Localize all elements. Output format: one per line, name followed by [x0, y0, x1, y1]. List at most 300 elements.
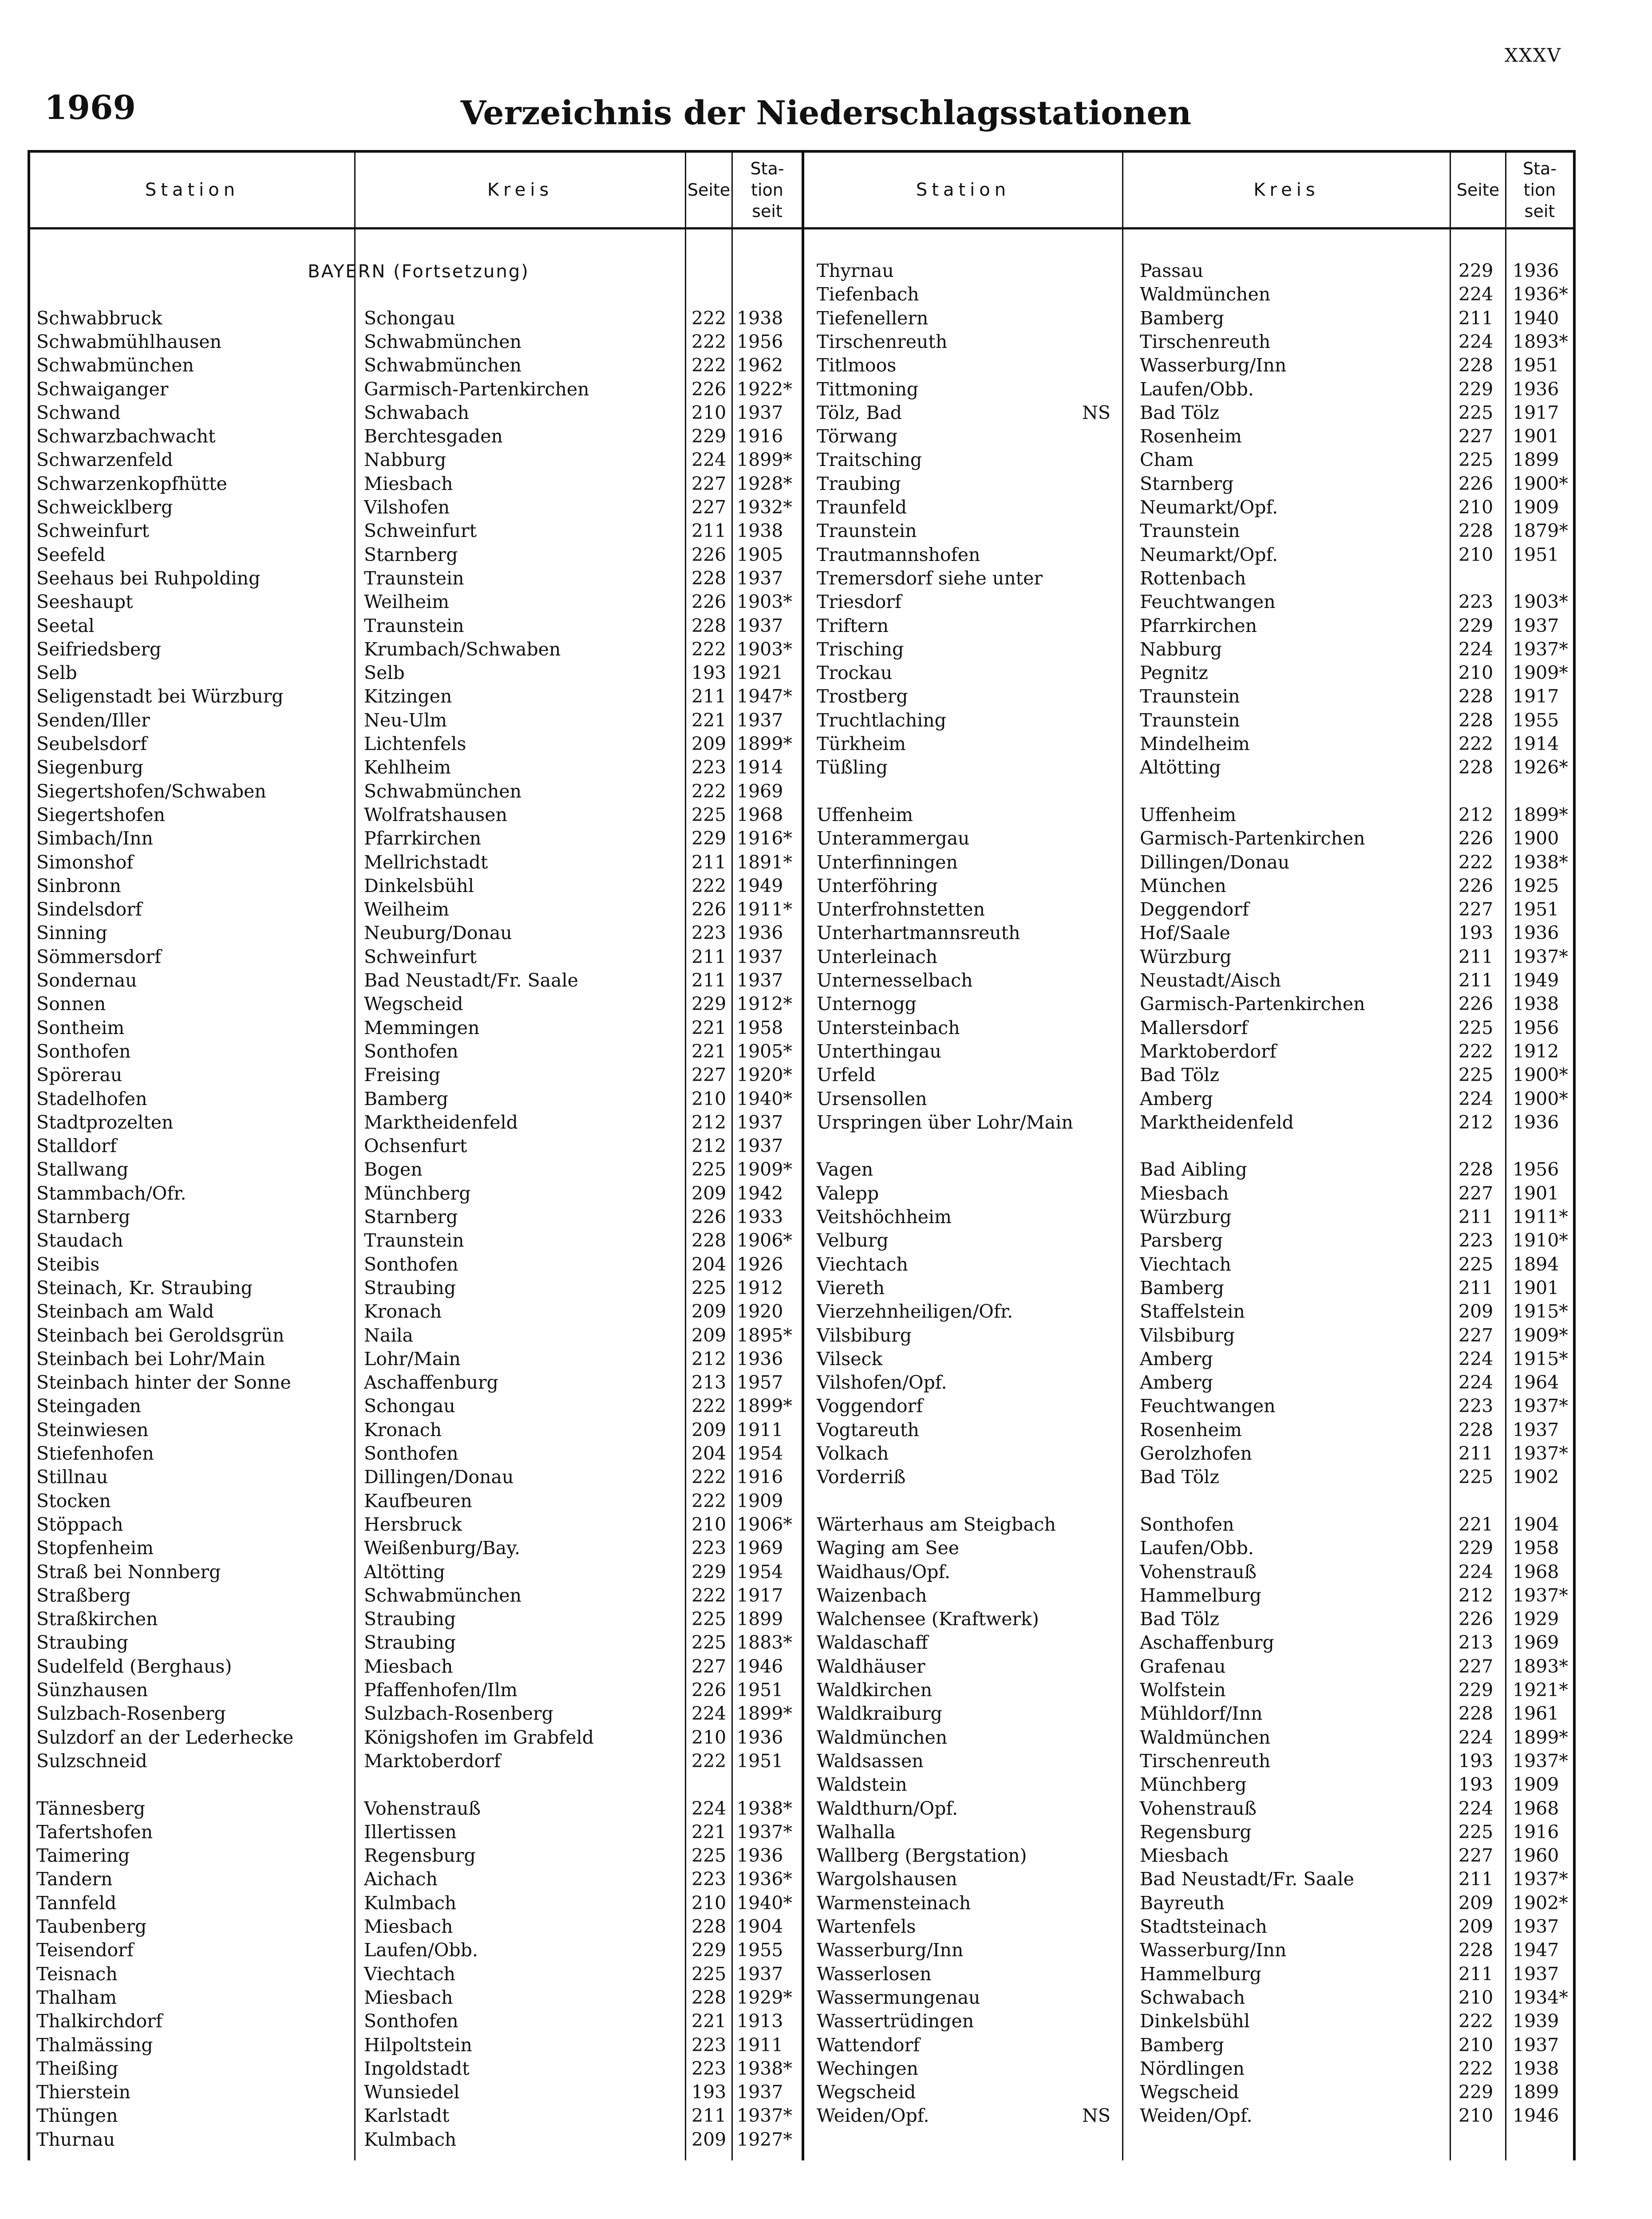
page-ref: 210	[1458, 2105, 1494, 2127]
kreis-name: Dinkelsbühl	[364, 875, 474, 896]
year-label: 1969	[44, 89, 136, 127]
station-name: Tremersdorf siehe unter	[817, 567, 1043, 589]
page-ref: 225	[692, 1632, 727, 1654]
station-name: Unterfrohnstetten	[817, 899, 985, 920]
table-row	[30, 1300, 1575, 1323]
table-row	[30, 1655, 1575, 1678]
station-since: 1940*	[737, 1892, 792, 1914]
page-ref: 224	[1458, 1372, 1494, 1394]
kreis-name: Nördlingen	[1140, 2057, 1245, 2079]
page-ref: 225	[1458, 1253, 1494, 1275]
kreis-name: Hilpoltstein	[364, 2034, 472, 2056]
station-name: Stallwang	[36, 1159, 129, 1181]
page-ref: 209	[692, 1324, 727, 1346]
station-name: Stadelhofen	[36, 1088, 147, 1110]
station-since: 1909	[737, 1490, 783, 1512]
station-name: Stöppach	[36, 1513, 123, 1535]
page-ref: 222	[692, 780, 727, 802]
station-since: 1899	[1513, 449, 1559, 471]
page-ref: 224	[1458, 284, 1494, 305]
table-row	[30, 496, 1575, 519]
page-ref: 193	[1458, 1774, 1494, 1796]
station-since: 1917	[1513, 686, 1559, 707]
page-ref: 209	[1458, 1301, 1494, 1323]
station-name: Schwarzbachwacht	[36, 426, 216, 447]
station-since: 1936	[737, 922, 783, 944]
station-name: Thalmässing	[36, 2034, 153, 2056]
station-since: 1913	[737, 2010, 783, 2032]
kreis-name: Traunstein	[1140, 709, 1240, 731]
station-since: 1937	[737, 2081, 783, 2103]
kreis-name: Altötting	[1140, 757, 1221, 778]
station-name: Unterfinningen	[817, 851, 958, 873]
station-name: Sinning	[36, 922, 107, 944]
kreis-name: Neumarkt/Opf.	[1140, 544, 1278, 565]
kreis-name: Freising	[364, 1064, 441, 1086]
station-name: Staudach	[36, 1230, 123, 1252]
station-name: Thalkirchdorf	[36, 2010, 162, 2032]
table-row	[30, 1040, 1575, 1063]
page-ref: 212	[692, 1111, 727, 1133]
station-since: 1958	[1513, 1537, 1559, 1559]
station-since: 1914	[1513, 733, 1559, 754]
station-since: 1905	[737, 544, 783, 565]
page-ref: 224	[692, 1797, 727, 1819]
station-since: 1938*	[1513, 851, 1568, 873]
kreis-name: Kulmbach	[364, 1892, 457, 1914]
kreis-name: Marktheidenfeld	[1140, 1111, 1294, 1133]
header-station: Station	[916, 180, 1011, 200]
table-row	[30, 1063, 1575, 1087]
station-since: 1936	[1513, 260, 1559, 281]
page-ref: 225	[1458, 1017, 1494, 1038]
station-since: 1916*	[737, 828, 792, 849]
page-ref: 225	[692, 1608, 727, 1630]
station-since: 1915*	[1513, 1301, 1568, 1323]
table-row	[30, 851, 1575, 874]
page-ref: 227	[692, 1064, 727, 1086]
station-name: Trisching	[817, 638, 904, 660]
page-ref: 226	[692, 1206, 727, 1228]
table-row	[30, 732, 1575, 756]
page-ref: 209	[692, 1419, 727, 1441]
station-note: NS	[1082, 402, 1111, 423]
kreis-name: Regensburg	[364, 1845, 476, 1867]
page-ref: 222	[1458, 2057, 1494, 2079]
table-row	[30, 354, 1575, 377]
kreis-name: Garmisch-Partenkirchen	[364, 378, 589, 400]
station-since: 1937	[737, 615, 783, 636]
station-since: 1929	[1513, 1608, 1559, 1630]
page-ref: 225	[1458, 1821, 1494, 1843]
page-ref: 225	[692, 1277, 727, 1299]
table-row	[30, 259, 1575, 283]
kreis-name: Deggendorf	[1140, 899, 1249, 920]
station-name: Sindelsdorf	[36, 899, 142, 920]
page-ref: 227	[1458, 426, 1494, 447]
header-kreis: Kreis	[1253, 180, 1320, 200]
kreis-name: Vilsbiburg	[1140, 1324, 1235, 1346]
station-since: 1912*	[737, 993, 792, 1015]
table-row	[30, 307, 1575, 330]
page-ref: 225	[1458, 1064, 1494, 1086]
page-ref: 222	[1458, 733, 1494, 754]
station-name: Viechtach	[817, 1253, 908, 1275]
kreis-name: Lichtenfels	[364, 733, 466, 754]
station-since: 1899*	[737, 449, 792, 471]
page-ref: 210	[1458, 2034, 1494, 2056]
kreis-name: Sonthofen	[364, 1253, 458, 1275]
table-row	[30, 472, 1575, 496]
station-name: Tännesberg	[36, 1797, 146, 1819]
kreis-name: Schongau	[364, 1395, 455, 1417]
page-ref: 210	[692, 1088, 727, 1110]
page-ref: 229	[692, 1561, 727, 1583]
station-name: Seehaus bei Ruhpolding	[36, 567, 261, 589]
station-since: 1937	[1513, 1963, 1559, 1985]
table-row	[30, 1229, 1575, 1252]
station-name: Wegscheid	[817, 2081, 916, 2103]
station-since: 1946	[737, 1655, 783, 1677]
table-row	[30, 2104, 1575, 2128]
station-name: Wallberg (Bergstation)	[817, 1845, 1027, 1867]
station-since: 1937*	[1513, 1584, 1568, 1606]
kreis-name: Sonthofen	[364, 2010, 458, 2032]
station-since: 1956	[1513, 1159, 1559, 1181]
kreis-name: Krumbach/Schwaben	[364, 638, 561, 660]
kreis-name: Schwabach	[364, 402, 470, 423]
page-ref: 228	[692, 1986, 727, 2008]
station-since: 1936*	[1513, 284, 1568, 305]
page-ref: 209	[1458, 1916, 1494, 1937]
kreis-name: Nabburg	[1140, 638, 1222, 660]
kreis-name: Memmingen	[364, 1017, 480, 1038]
page-ref: 228	[692, 615, 727, 636]
header-station-seit: Sta- tion seit	[1522, 159, 1557, 221]
table-row	[30, 448, 1575, 472]
kreis-name: Laufen/Obb.	[1140, 1537, 1254, 1559]
kreis-name: Vohenstrauß	[364, 1797, 481, 1819]
page-ref: 227	[692, 497, 727, 518]
station-since: 1926*	[1513, 757, 1568, 778]
station-since: 1969	[737, 780, 783, 802]
station-name: Wärterhaus am Steigbach	[817, 1513, 1056, 1535]
station-name: Vorderriß	[817, 1466, 906, 1488]
station-name: Seubelsdorf	[36, 733, 147, 754]
table-row	[30, 1347, 1575, 1371]
page-ref: 226	[1458, 473, 1494, 494]
station-since: 1938*	[737, 2057, 792, 2079]
table-row	[30, 1844, 1575, 1868]
station-since: 1937	[737, 402, 783, 423]
table-row	[30, 614, 1575, 638]
kreis-name: Dillingen/Donau	[1140, 851, 1290, 873]
station-name: Unternesselbach	[817, 970, 973, 991]
station-since: 1920*	[737, 1064, 792, 1086]
station-name: Unternogg	[817, 993, 917, 1015]
station-since: 1938	[737, 307, 783, 329]
station-since: 1951	[737, 1679, 783, 1701]
station-name: Tiefenbach	[817, 284, 919, 305]
kreis-name: Wolfratshausen	[364, 804, 507, 825]
station-since: 1883*	[737, 1632, 792, 1654]
table-row	[30, 1631, 1575, 1654]
station-name: Taimering	[36, 1845, 130, 1867]
station-since: 1899*	[1513, 1726, 1568, 1748]
station-name: Seefeld	[36, 544, 106, 565]
station-name: Waldkraiburg	[817, 1703, 942, 1725]
kreis-name: Weiden/Opf.	[1140, 2105, 1253, 2127]
kreis-name: Selb	[364, 662, 405, 684]
page-ref: 211	[1458, 946, 1494, 967]
table-row	[30, 945, 1575, 969]
table-row	[30, 1962, 1575, 1986]
station-since: 1903*	[1513, 591, 1568, 613]
header-rule	[30, 227, 1573, 229]
station-since: 1938	[1513, 2057, 1559, 2079]
kreis-name: Bad Neustadt/Fr. Saale	[1140, 1868, 1354, 1890]
table-row	[30, 1111, 1575, 1134]
station-name: Trostberg	[817, 686, 908, 707]
table-row	[30, 1584, 1575, 1607]
kreis-name: Miesbach	[364, 1655, 453, 1677]
table-row	[30, 874, 1575, 898]
kreis-name: Lohr/Main	[364, 1348, 461, 1370]
page-ref: 204	[692, 1253, 727, 1275]
kreis-name: Schwabmünchen	[364, 355, 522, 376]
kreis-name: Wasserburg/Inn	[1140, 355, 1287, 376]
station-name: Untersteinbach	[817, 1017, 960, 1038]
kreis-name: Grafenau	[1140, 1655, 1226, 1677]
header-seite: Seite	[1456, 180, 1500, 200]
table-row	[30, 898, 1575, 921]
kreis-name: Dillingen/Donau	[364, 1466, 514, 1488]
table-row	[30, 992, 1575, 1016]
station-name: Warmensteinach	[817, 1892, 971, 1914]
station-name: Simonshof	[36, 851, 134, 873]
station-since: 1900*	[1513, 1088, 1568, 1110]
station-since: 1911	[737, 2034, 783, 2056]
station-since: 1937	[1513, 1916, 1559, 1937]
station-since: 1920	[737, 1301, 783, 1323]
page-ref: 222	[1458, 851, 1494, 873]
kreis-name: Feuchtwangen	[1140, 591, 1276, 613]
station-since: 1937	[737, 970, 783, 991]
kreis-name: Bayreuth	[1140, 1892, 1225, 1914]
page-ref: 228	[1458, 709, 1494, 731]
kreis-name: Straubing	[364, 1632, 456, 1654]
page-ref: 211	[1458, 1277, 1494, 1299]
station-since: 1936	[1513, 1111, 1559, 1133]
station-since: 1936*	[737, 1868, 792, 1890]
page-number: XXXV	[1505, 44, 1562, 66]
kreis-name: Bamberg	[364, 1088, 448, 1110]
page-ref: 228	[692, 1916, 727, 1937]
kreis-name: Kronach	[364, 1301, 442, 1323]
page-ref: 210	[692, 1892, 727, 1914]
page-ref: 210	[692, 1726, 727, 1748]
station-since: 1937*	[1513, 638, 1568, 660]
kreis-name: Weilheim	[364, 899, 449, 920]
station-name: Seligenstadt bei Würzburg	[36, 686, 284, 707]
station-name: Valepp	[817, 1182, 879, 1204]
header-station-seit: Sta- tion seit	[750, 159, 784, 221]
table-row	[30, 1820, 1575, 1844]
page-ref: 212	[692, 1135, 727, 1157]
kreis-name: Marktoberdorf	[1140, 1040, 1277, 1062]
page-ref: 228	[1458, 1159, 1494, 1181]
station-name: Starnberg	[36, 1206, 130, 1228]
page-ref: 223	[692, 922, 727, 944]
station-since: 1957	[737, 1372, 783, 1394]
table-row	[30, 1182, 1575, 1205]
station-since: 1916	[737, 1466, 783, 1488]
station-since: 1938*	[737, 1797, 792, 1819]
station-name: Waldthurn/Opf.	[817, 1797, 958, 1819]
station-name: Uffenheim	[817, 804, 913, 825]
station-name: Schwaiganger	[36, 378, 169, 400]
station-since: 1893*	[1513, 331, 1568, 352]
station-name: Sulzbach-Rosenberg	[36, 1703, 226, 1725]
station-since: 1951	[1513, 899, 1559, 920]
station-since: 1937*	[737, 2105, 792, 2127]
station-since: 1937	[737, 1111, 783, 1133]
page-ref: 225	[1458, 449, 1494, 471]
page-ref: 209	[1458, 1892, 1494, 1914]
kreis-name: Aichach	[364, 1868, 438, 1890]
station-since: 1901	[1513, 426, 1559, 447]
page-ref: 228	[1458, 1939, 1494, 1961]
station-name: Unterföhring	[817, 875, 938, 896]
kreis-name: Wunsiedel	[364, 2081, 460, 2103]
kreis-name: Viechtach	[364, 1963, 455, 1985]
kreis-name: Hof/Saale	[1140, 922, 1230, 944]
table-row	[30, 1560, 1575, 1584]
station-name: Steinbach hinter der Sonne	[36, 1372, 291, 1394]
table-row	[30, 1536, 1575, 1560]
kreis-name: Schwabmünchen	[364, 331, 522, 352]
kreis-name: Sonthofen	[364, 1443, 458, 1464]
kreis-name: Königshofen im Grabfeld	[364, 1726, 594, 1748]
table-row	[30, 969, 1575, 992]
page-ref: 221	[1458, 1513, 1494, 1535]
station-name: Teisendorf	[36, 1939, 134, 1961]
page-ref: 209	[692, 1182, 727, 1204]
station-since: 1940*	[737, 1088, 792, 1110]
page-ref: 213	[1458, 1632, 1494, 1654]
kreis-name: Münchberg	[1140, 1774, 1247, 1796]
table-row	[30, 2010, 1575, 2033]
station-since: 1947	[1513, 1939, 1559, 1961]
table-row	[30, 425, 1575, 448]
kreis-name: Weißenburg/Bay.	[364, 1537, 520, 1559]
page-ref: 193	[1458, 1750, 1494, 1772]
station-name: Tittmoning	[817, 378, 919, 400]
station-since: 1940	[1513, 307, 1559, 329]
station-since: 1949	[1513, 970, 1559, 991]
table-row	[30, 1607, 1575, 1631]
kreis-name: Bamberg	[1140, 307, 1224, 329]
station-name: Steinach, Kr. Straubing	[36, 1277, 253, 1299]
station-since: 1902	[1513, 1466, 1559, 1488]
page-ref: 210	[1458, 1986, 1494, 2008]
page-ref: 229	[1458, 2081, 1494, 2103]
station-since: 1900*	[1513, 473, 1568, 494]
station-name: Schwabmünchen	[36, 355, 194, 376]
table-row	[30, 1158, 1575, 1181]
table-row	[30, 1394, 1575, 1418]
kreis-name: Wegscheid	[1140, 2081, 1239, 2103]
page-ref: 210	[1458, 662, 1494, 684]
station-name: Traunstein	[817, 520, 917, 542]
station-since: 1937	[737, 1963, 783, 1985]
station-name: Steingaden	[36, 1395, 141, 1417]
page-ref: 229	[692, 993, 727, 1015]
station-name: Tölz, Bad	[817, 402, 902, 423]
table-row	[30, 803, 1575, 827]
kreis-name: Mühldorf/Inn	[1140, 1703, 1263, 1725]
page-ref: 226	[1458, 993, 1494, 1015]
page-ref: 221	[692, 1040, 727, 1062]
station-name: Waldaschaff	[817, 1632, 928, 1654]
page-ref: 210	[692, 1513, 727, 1535]
page-ref: 229	[692, 828, 727, 849]
kreis-name: Garmisch-Partenkirchen	[1140, 828, 1365, 849]
kreis-name: Amberg	[1140, 1348, 1213, 1370]
station-since: 1937*	[737, 1821, 792, 1843]
station-since: 1937	[737, 709, 783, 731]
station-since: 1894	[1513, 1253, 1559, 1275]
station-name: Triftern	[817, 615, 889, 636]
station-name: Steibis	[36, 1253, 100, 1275]
kreis-name: Aschaffenburg	[1140, 1632, 1274, 1654]
kreis-name: Bad Tölz	[1140, 402, 1220, 423]
kreis-name: Bad Tölz	[1140, 1608, 1220, 1630]
kreis-name: Bamberg	[1140, 2034, 1224, 2056]
station-name: Urspringen über Lohr/Main	[817, 1111, 1073, 1133]
kreis-name: Schongau	[364, 307, 455, 329]
table-row	[30, 378, 1575, 401]
station-since: 1961	[1513, 1703, 1559, 1725]
page-ref: 224	[1458, 1726, 1494, 1748]
station-name: Schwabmühlhausen	[36, 331, 222, 352]
station-name: Schweinfurt	[36, 520, 149, 542]
page-ref: 210	[1458, 544, 1494, 565]
kreis-name: Dinkelsbühl	[1140, 2010, 1250, 2032]
page-ref: 223	[692, 2057, 727, 2079]
station-name: Tafertshofen	[36, 1821, 153, 1843]
kreis-name: Weilheim	[364, 591, 449, 613]
station-since: 1969	[1513, 1632, 1559, 1654]
station-name: Triesdorf	[817, 591, 902, 613]
page-ref: 212	[692, 1348, 727, 1370]
station-table	[28, 150, 1576, 2160]
page-ref: 229	[1458, 378, 1494, 400]
station-since: 1906*	[737, 1513, 792, 1535]
station-since: 1951	[737, 1750, 783, 1772]
station-since: 1958	[737, 1017, 783, 1038]
station-name: Siegenburg	[36, 757, 143, 778]
station-name: Waidhaus/Opf.	[817, 1561, 951, 1583]
station-since: 1909	[1513, 1774, 1559, 1796]
station-name: Sömmersdorf	[36, 946, 162, 967]
kreis-name: Starnberg	[1140, 473, 1234, 494]
kreis-name: Bad Aibling	[1140, 1159, 1247, 1181]
table-row	[30, 1087, 1575, 1111]
kreis-name: Straubing	[364, 1608, 456, 1630]
station-since: 1929*	[737, 1986, 792, 2008]
kreis-name: Miesbach	[1140, 1845, 1229, 1867]
